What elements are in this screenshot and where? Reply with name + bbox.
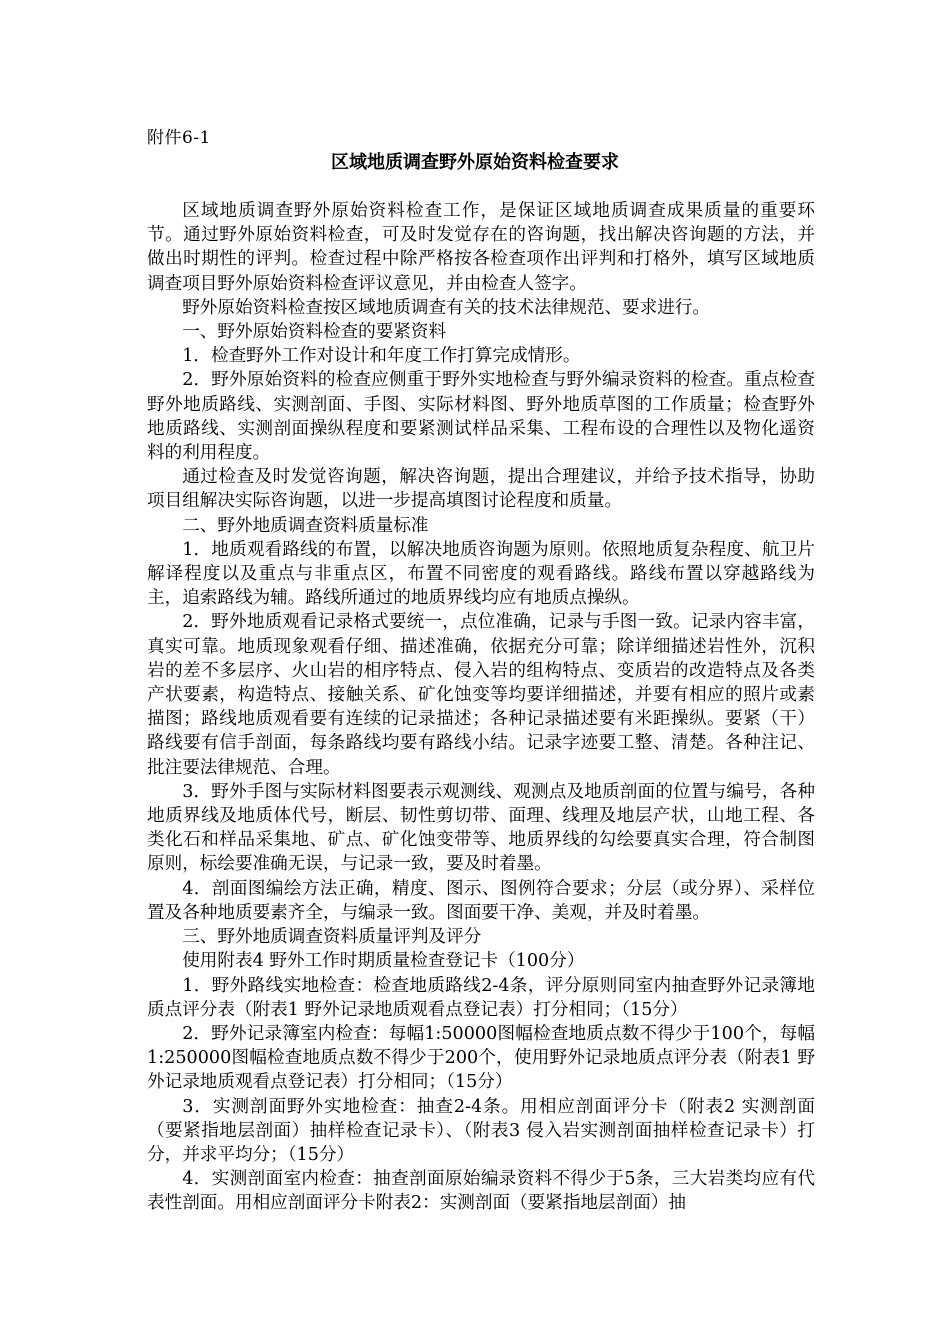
paragraph: 区域地质调查野外原始资料检查工作，是保证区域地质调查成果质量的重要环节。通过野外原始资料检查，可及时发觉存在的咨询题，找出解决咨询题的方法，并做出时期性的评判。检查过程中除严格按各检查项作出评判和打格外，填写区域地质调查项目野外原始资料检查评议意见，并由检查人签字。 xyxy=(147,201,815,294)
list-item: 1．野外路线实地检查：检查地质路线2-4条，评分原则同室内抽查野外记录簿地质点评分表（附表1 野外记录地质观看点登记表）打分相同；（15分） xyxy=(147,975,815,1020)
section-heading: 二、野外地质调查资料质量标准 xyxy=(182,515,429,536)
list-item: 2．野外原始资料的检查应侧重于野外实地检查与野外编录资料的检查。重点检查野外地质路线、实测剖面、手图、实际材料图、野外地质草图的工作质量；检查野外地质路线、实测剖面操纵程度和要紧测试样品采集、工程布设的合理性以及物化遥资料的利用程度。 xyxy=(147,370,815,464)
list-item: 4．剖面图编绘方法正确，精度、图示、图例符合要求；分层（或分界）、采样位置及各种地质要素齐全，与编录一致。图面要干净、美观，并及时着墨。 xyxy=(147,878,815,923)
list-item: 4．实测剖面室内检查：抽查剖面原始编录资料不得少于5条，三大岩类均应有代表性剖面。用相应剖面评分卡附表2：实测剖面（要紧指地层剖面）抽 xyxy=(147,1169,815,1214)
document-title: 区域地质调查野外原始资料检查要求 xyxy=(331,152,619,173)
annex-label: 附件6-1 xyxy=(147,128,211,148)
paragraph: 通过检查及时发觉咨询题，解决咨询题，提出合理建议，并给予技术指导，协助项目组解决实际咨询题，以进一步提高填图讨论程度和质量。 xyxy=(147,467,815,512)
section-heading: 三、野外地质调查资料质量评判及评分 xyxy=(182,927,482,948)
document-body xyxy=(147,199,815,1216)
paragraph: 野外原始资料检查按区域地质调查有关的技术法律规范、要求进行。 xyxy=(182,297,711,318)
list-item: 2．野外记录簿室内检查：每幅1:50000图幅检查地质点数不得少于100个，每幅1:250000图幅检查地质点数不得少于200个，使用野外记录地质点评分表（附表1 野外记录地质观看点登记表）打分相同；（15分） xyxy=(147,1023,815,1093)
section-heading: 一、野外原始资料检查的要紧资料 xyxy=(182,322,447,343)
list-item: 1．检查野外工作对设计和年度工作打算完成情形。 xyxy=(182,346,581,367)
list-item: 3．实测剖面野外实地检查：抽查2-4条。用相应剖面评分卡（附表2 实测剖面（要紧指地层剖面）抽样检查记录卡）、（附表3 侵入岩实测剖面抽样检查记录卡）打分，并求平均分；（15分） xyxy=(147,1096,815,1165)
list-item: 2．野外地质观看记录格式要统一，点位准确，记录与手图一致。记录内容丰富，真实可靠。地质现象观看仔细、描述准确，依据充分可靠；除详细描述岩性外，沉积岩的差不多层序、火山岩的相序特点、侵入岩的组构特点、变质岩的改造特点及各类产状要素，构造特点、接触关系、矿化蚀变等均要详细描述，并要有相应的照片或素描图；路线地质观看要有连续的记录描述；各种记录描述要有米距操纵。要紧（干）路线要有信手剖面，每条路线均要有路线小结。记录字迹要工整、清楚。各种注记、批注要法律规范、合理。 xyxy=(147,612,815,778)
list-item: 1．地质观看路线的布置，以解决地质咨询题为原则。依照地质复杂程度、航卫片解译程度以及重点与非重点区，布置不同密度的观看路线。路线布置以穿越路线为主，追索路线为辅。路线所通过的地质界线均应有地质点操纵。 xyxy=(147,539,815,609)
paragraph: 使用附表4 野外工作时期质量检查登记卡（100分） xyxy=(182,951,585,972)
list-item: 3．野外手图与实际材料图要表示观测线、观测点及地质剖面的位置与编号，各种地质界线及地质体代号，断层、韧性剪切带、面理、线理及地层产状，山地工程、各类化石和样品采集地、矿点、矿化蚀变带等、地质界线的勾绘要真实合理，符合制图原则，标绘要准确无误，与记录一致，要及时着墨。 xyxy=(147,781,815,875)
